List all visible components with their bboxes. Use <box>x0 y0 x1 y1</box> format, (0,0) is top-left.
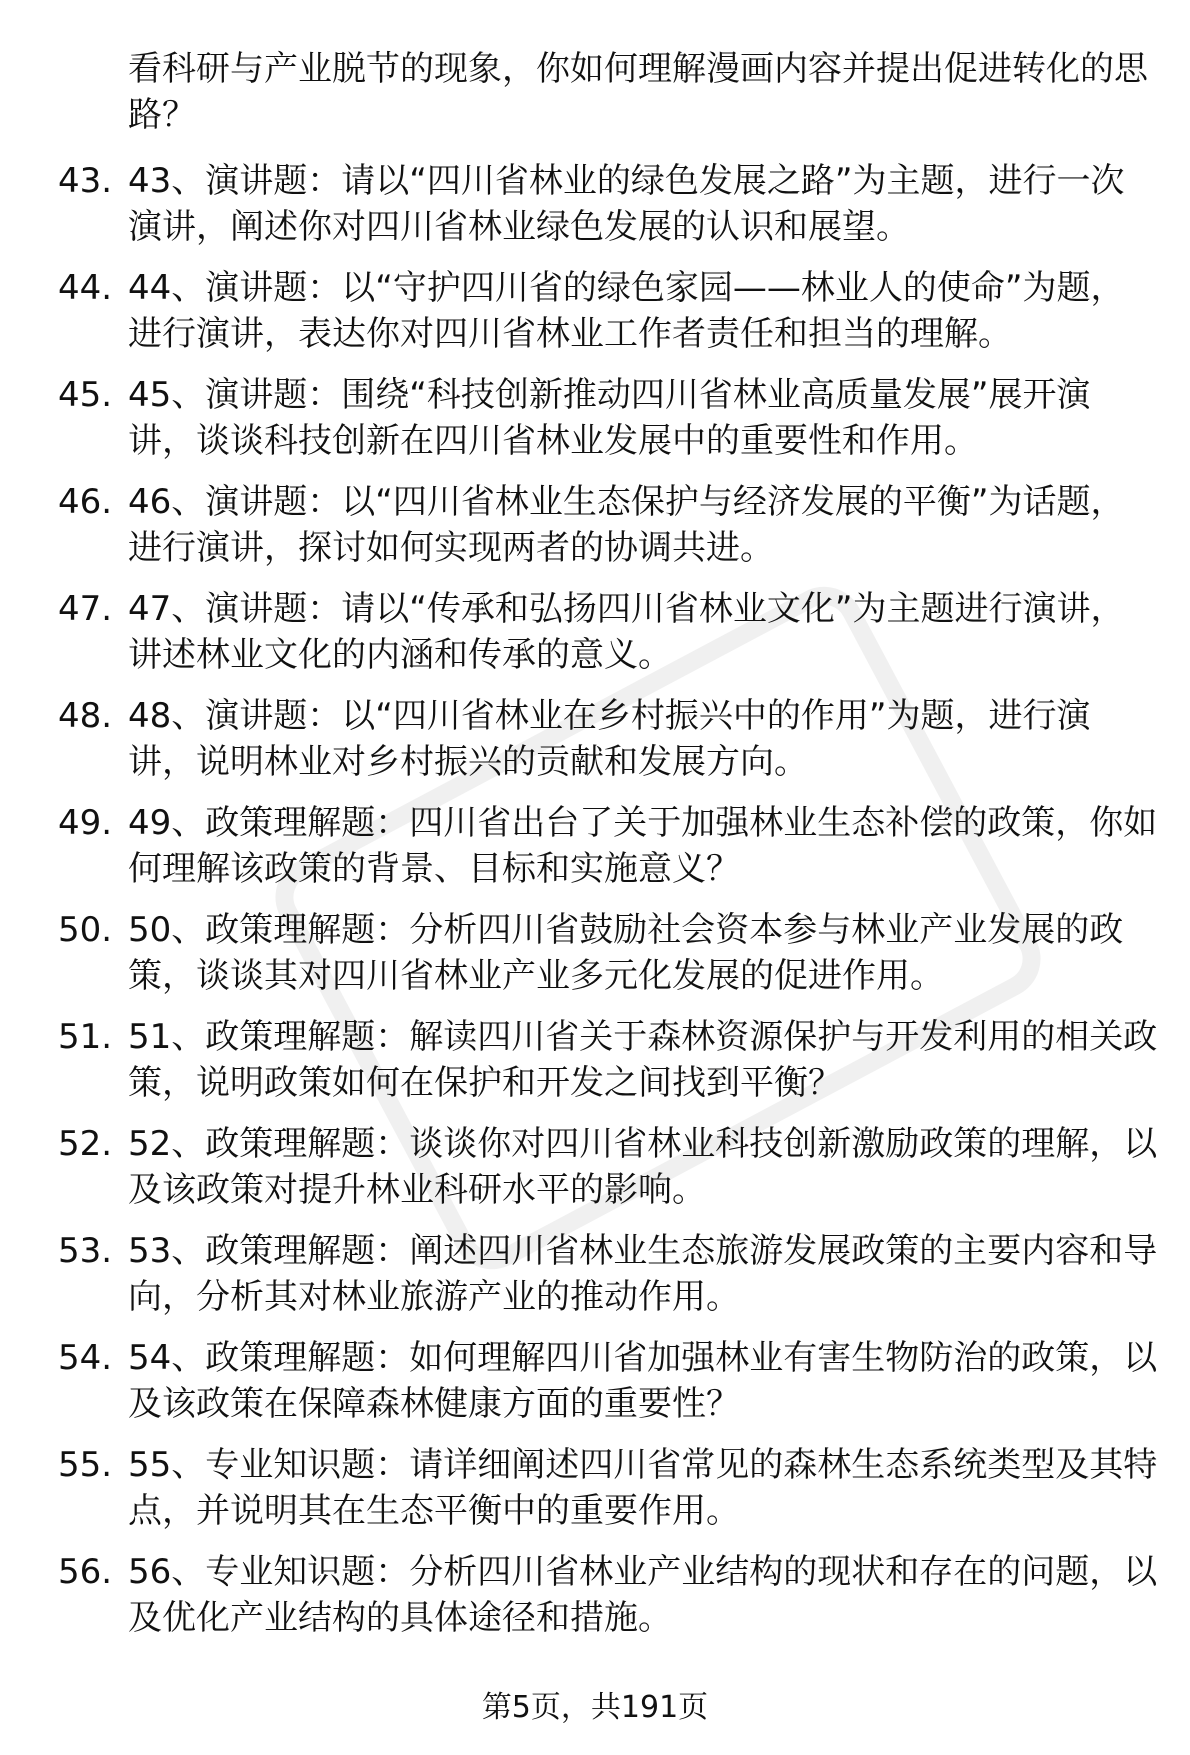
item-number: 50. <box>58 910 113 950</box>
item-number: 43. <box>58 161 113 201</box>
item-text: 47、演讲题：请以“传承和弘扬四川省林业文化”为主题进行演讲，讲述林业文化的内涵和传承的意义。 <box>128 589 1125 675</box>
item-text: 55、专业知识题：请详细阐述四川省常见的森林生态系统类型及其特点，并说明其在生态平衡中的重要作用。 <box>128 1445 1158 1531</box>
item-number: 45. <box>58 375 113 415</box>
list-item <box>58 586 1158 678</box>
item-text: 53、政策理解题：阐述四川省林业生态旅游发展政策的主要内容和导向，分析其对林业旅游产业的推动作用。 <box>128 1231 1158 1317</box>
item-text: 46、演讲题：以“四川省林业生态保护与经济发展的平衡”为话题，进行演讲，探讨如何实现两者的协调共进。 <box>128 482 1125 568</box>
item-number: 55. <box>58 1445 113 1485</box>
item-text: 54、政策理解题：如何理解四川省加强林业有害生物防治的政策，以及该政策在保障森林健康方面的重要性？ <box>128 1338 1158 1424</box>
continued-question-text: 看科研与产业脱节的现象，你如何理解漫画内容并提出促进转化的思路？ <box>128 49 1148 135</box>
page-number-footer: 第5页，共191页 <box>481 1690 709 1725</box>
question-list <box>58 158 1158 1656</box>
list-item <box>58 1335 1158 1427</box>
item-number: 44. <box>58 268 113 308</box>
item-number: 47. <box>58 589 113 629</box>
list-item <box>58 1228 1158 1320</box>
item-number: 56. <box>58 1552 113 1592</box>
list-item <box>58 1549 1158 1641</box>
item-text: 45、演讲题：围绕“科技创新推动四川省林业高质量发展”展开演讲，谈谈科技创新在四川省林业发展中的重要性和作用。 <box>128 375 1091 461</box>
item-text: 48、演讲题：以“四川省林业在乡村振兴中的作用”为题，进行演讲，说明林业对乡村振兴的贡献和发展方向。 <box>128 696 1091 782</box>
list-item <box>58 907 1158 999</box>
item-text: 52、政策理解题：谈谈你对四川省林业科技创新激励政策的理解，以及该政策对提升林业科研水平的影响。 <box>128 1124 1158 1210</box>
item-number: 49. <box>58 803 113 843</box>
item-text: 50、政策理解题：分析四川省鼓励社会资本参与林业产业发展的政策，谈谈其对四川省林业产业多元化发展的促进作用。 <box>128 910 1124 996</box>
list-item <box>58 265 1158 357</box>
item-number: 48. <box>58 696 113 736</box>
list-item <box>58 800 1158 892</box>
item-number: 54. <box>58 1338 113 1378</box>
item-number: 46. <box>58 482 113 522</box>
list-item <box>58 1442 1158 1534</box>
item-text: 43、演讲题：请以“四川省林业的绿色发展之路”为主题，进行一次演讲，阐述你对四川省林业绿色发展的认识和展望。 <box>128 161 1125 247</box>
item-text: 56、专业知识题：分析四川省林业产业结构的现状和存在的问题，以及优化产业结构的具体途径和措施。 <box>128 1552 1158 1638</box>
item-text: 44、演讲题：以“守护四川省的绿色家园——林业人的使命”为题，进行演讲，表达你对四川省林业工作者责任和担当的理解。 <box>128 268 1125 354</box>
item-text: 51、政策理解题：解读四川省关于森林资源保护与开发利用的相关政策，说明政策如何在保护和开发之间找到平衡？ <box>128 1017 1158 1103</box>
list-item <box>58 1121 1158 1213</box>
list-item <box>58 479 1158 571</box>
item-number: 52. <box>58 1124 113 1164</box>
list-item <box>58 372 1158 464</box>
item-number: 53. <box>58 1231 113 1271</box>
list-item <box>58 693 1158 785</box>
item-number: 51. <box>58 1017 113 1057</box>
list-item <box>58 158 1158 250</box>
list-item <box>58 1014 1158 1106</box>
item-text: 49、政策理解题：四川省出台了关于加强林业生态补偿的政策，你如何理解该政策的背景、目标和实施意义？ <box>128 803 1158 889</box>
